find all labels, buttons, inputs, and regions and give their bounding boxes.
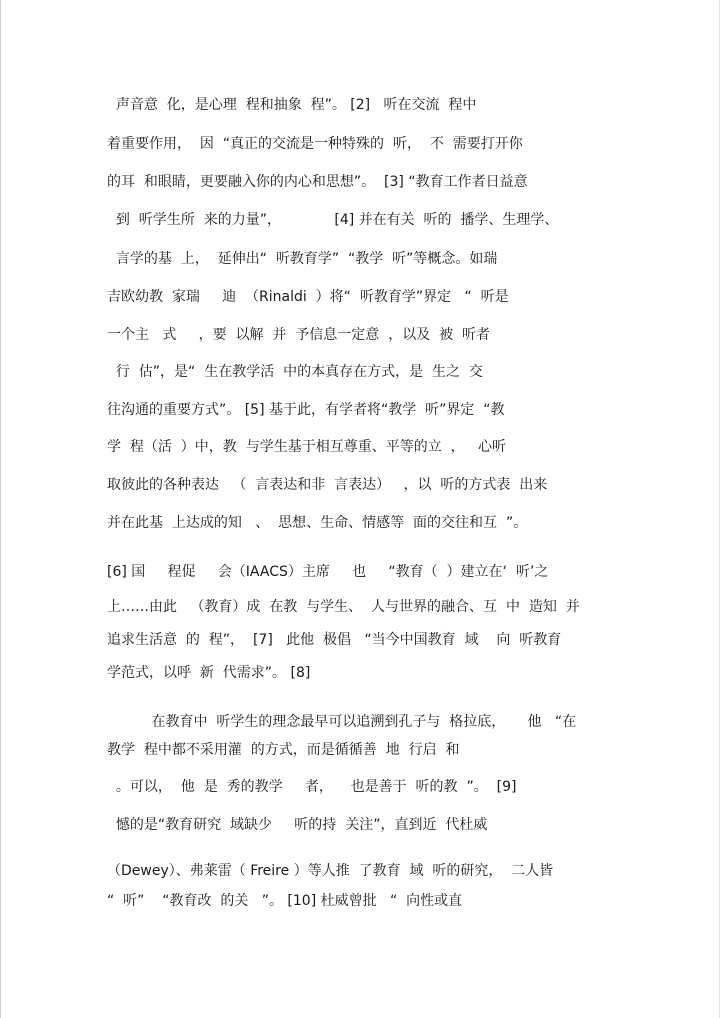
page-left-edge — [0, 0, 1, 1018]
text-line-20: 憾的是“教育研究 域缺少 听的持 关注”，直到近 代杜威 — [107, 817, 488, 833]
text-line-6: 吉欧幼教 家瑞 迪 （Rinaldi ）将“ 听教育学”界定 “ 听是 — [107, 289, 509, 305]
text-line-14: 上……由此 （教育）成 在教 与学生、 人与世界的融合、互 中 造知 并 — [107, 599, 580, 615]
text-line-2: 着重要作用， 因 “真正的交流是一种特殊的 听， 不 需要打开你 — [107, 136, 523, 152]
text-line-16: 学范式，以呼 新 代需求”。 [8] — [107, 665, 311, 681]
text-line-11: 取彼此的各种表达 （ 言表达和非 言表达） ，以 听的方式表 出来 — [107, 477, 548, 493]
text-line-5: 言学的基 上， 延伸出“ 听教育学” “教学 听”等概念。如瑞 — [107, 251, 498, 267]
text-line-21: （Dewey）、弗莱雷（ Freire ）等人推 了教育 域 听的研究， 二人皆 — [107, 863, 554, 879]
text-line-22: “ 听” “教育改 的关 ”。 [10] 杜威曾批 “ 向性或直 — [107, 893, 463, 909]
text-line-19: 。可以， 他 是 秀的教学 者， 也是善于 听的教 ”。 [9] — [107, 779, 517, 795]
text-line-7: 一个主 式 ，要 以解 并 予信息一定意 ，以及 被 听者 — [107, 327, 491, 343]
text-line-8: 行 估”，是“ 生在教学活 中的本真存在方式，是 生之 交 — [107, 364, 483, 380]
text-line-1: 声音意 化，是心理 程和抽象 程”。 [2] 听在交流 程中 — [107, 97, 477, 113]
text-line-15: 追求生活意 的 程”， [7] 此他 极倡 “当今中国教育 域 向 听教育 — [107, 632, 562, 648]
text-line-4: 到 听学生所 来的力量”， [4] 并在有关 听的 播学、生理学、 — [107, 212, 559, 228]
text-line-9: 往沟通的重要方式”。 [5] 基于此，有学者将“教学 听”界定 “教 — [107, 402, 505, 418]
text-line-10: 学 程（活 ）中，教 与学生基于相互尊重、平等的立 ， 心听 — [107, 439, 506, 455]
text-line-13: [6] 国 程促 会（IAACS）主席 也 “教育（ ）建立在‘ 听’之 — [107, 564, 549, 580]
text-line-12: 并在此基 上达成的知 、 思想、生命、情感等 面的交往和互 ”。 — [107, 515, 528, 531]
text-line-17: 在教育中 听学生的理念最早可以追溯到孔子与 格拉底， 他 “在 — [107, 714, 577, 730]
text-line-18: 教学 程中都不采用灌 的方式，而是循循善 地 行启 和 — [107, 742, 460, 758]
text-line-3: 的耳 和眼睛，更要融入你的内心和思想”。 [3] “教育工作者日益意 — [107, 174, 528, 190]
